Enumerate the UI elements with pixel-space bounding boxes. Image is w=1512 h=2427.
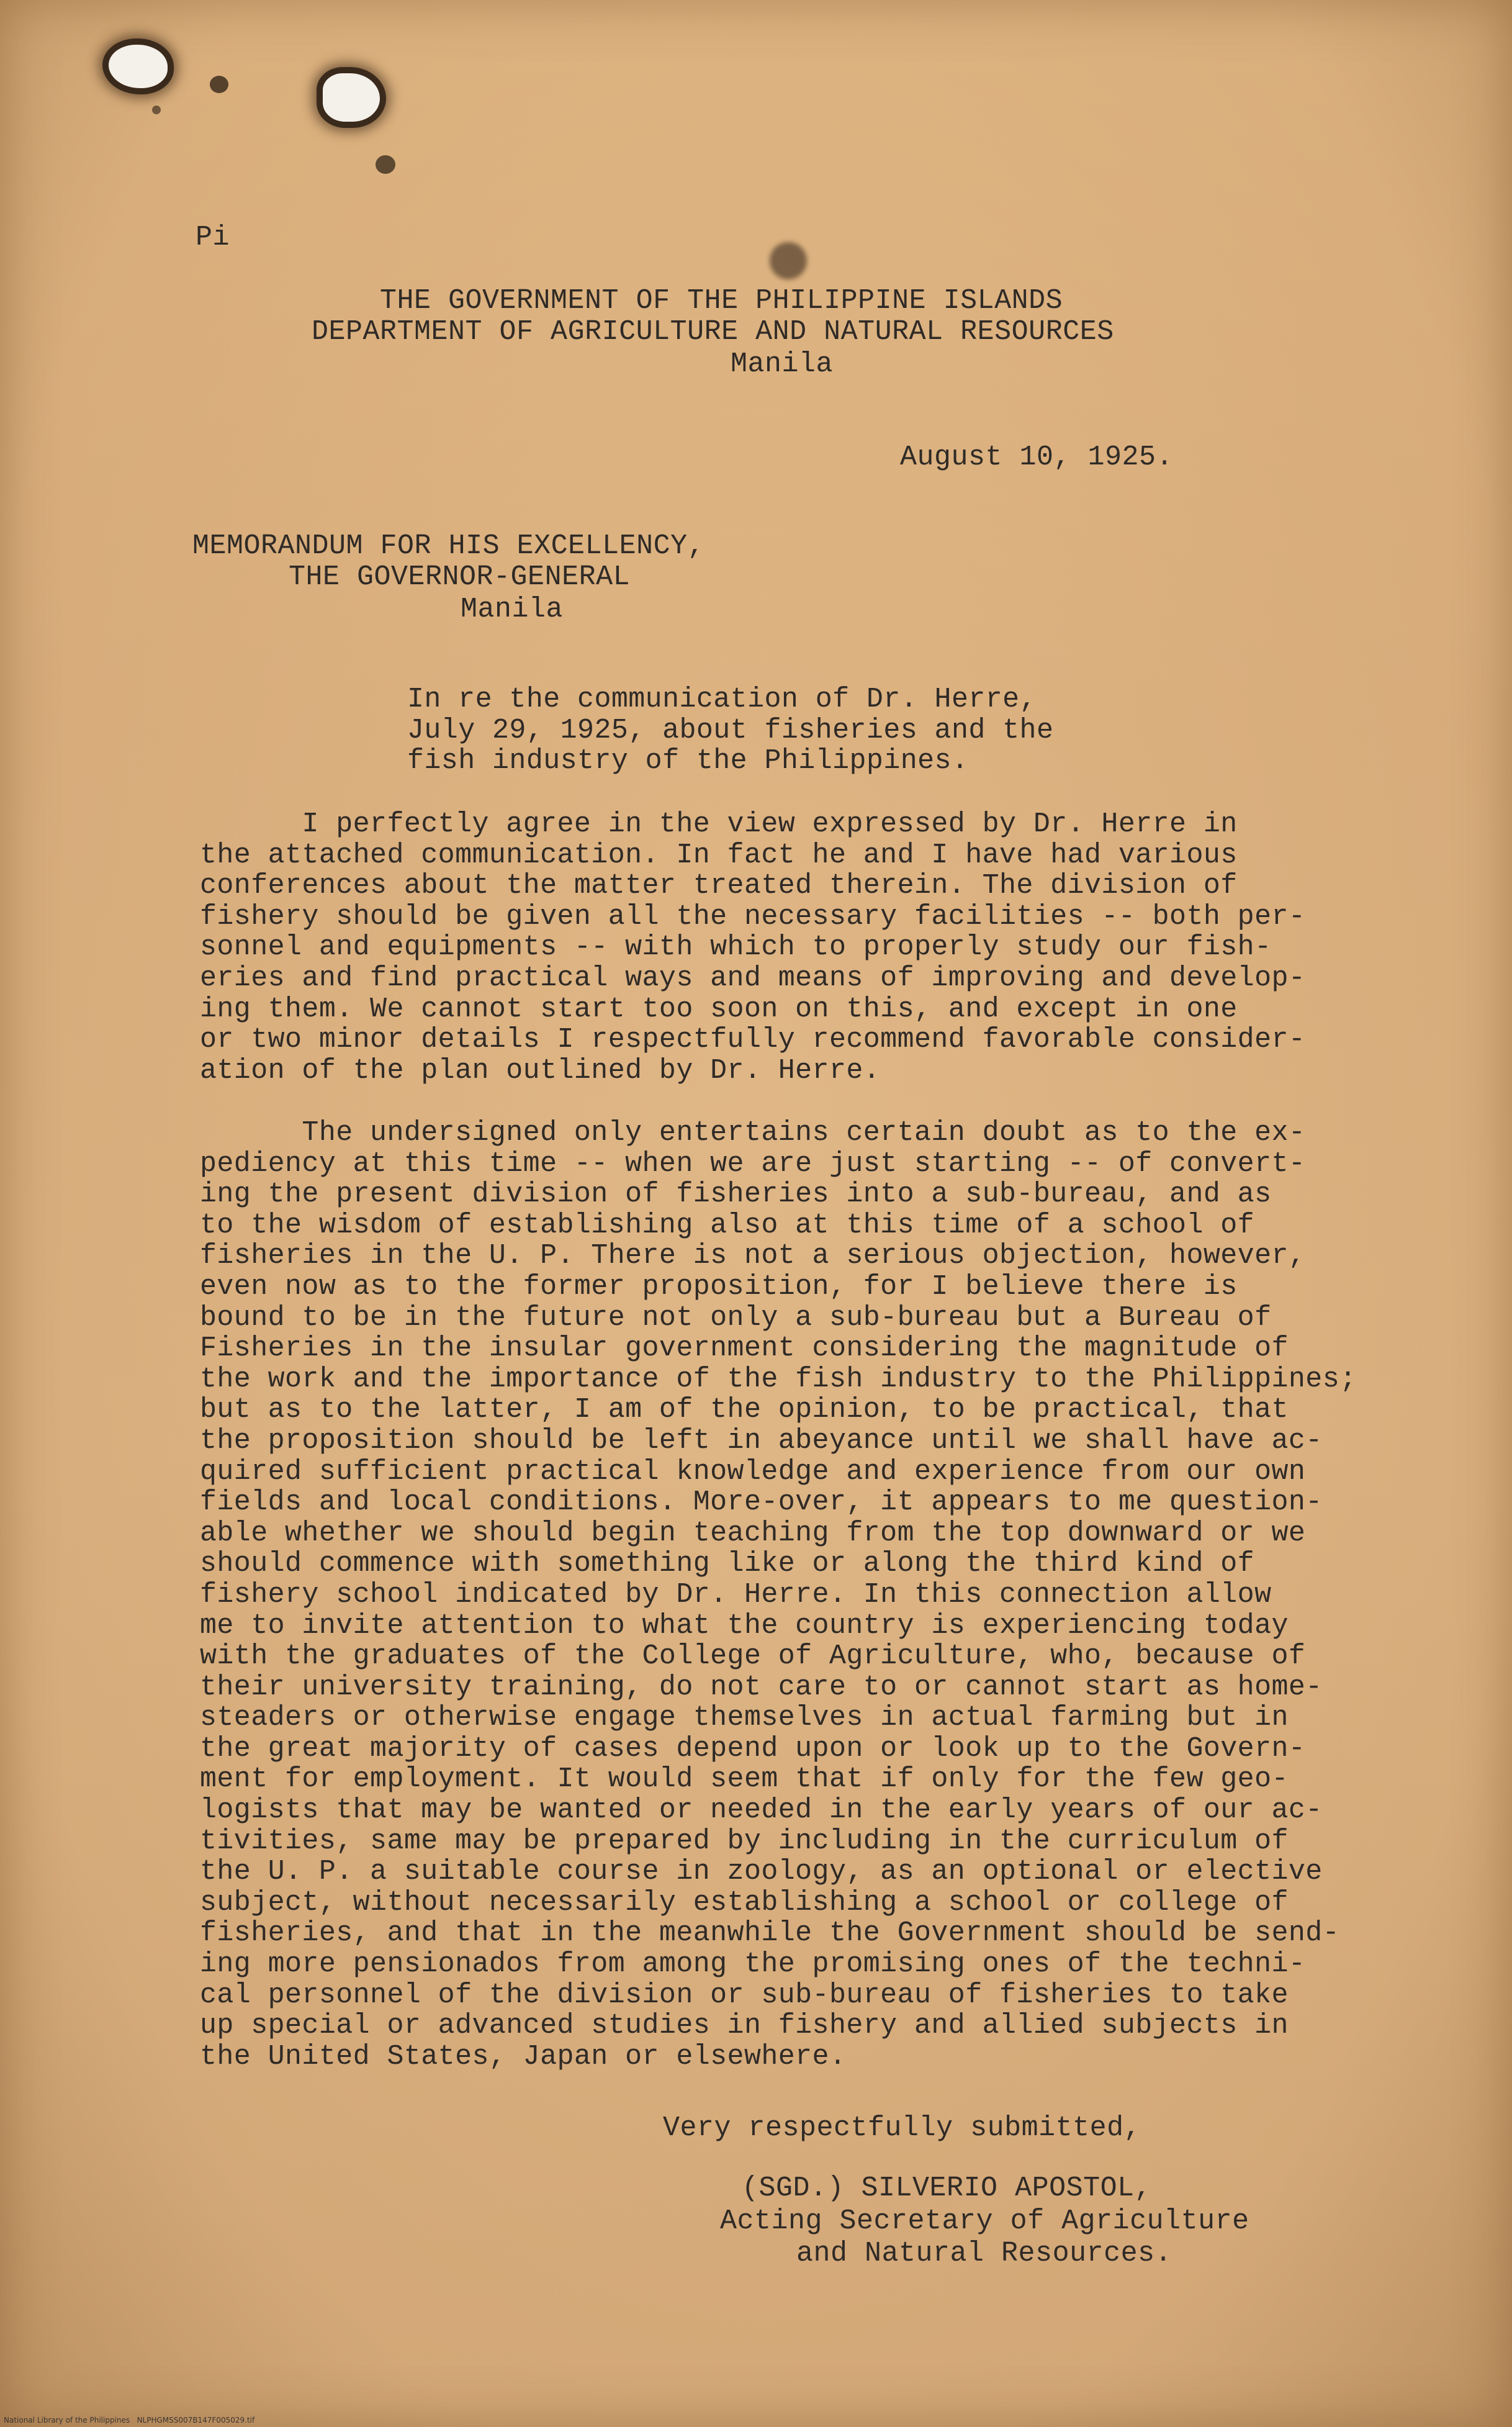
stain-spot — [770, 242, 807, 279]
margin-mark: Pi — [196, 222, 230, 253]
paragraph-line: fishery school indicated by Dr. Herre. In this connection allow — [200, 1578, 1272, 1611]
paragraph-line: cal personnel of the division or sub-bureau of fisheries to take — [200, 1979, 1289, 2011]
body-paragraph-2 — [200, 1118, 1357, 2072]
paragraph-line: logists that may be wanted or needed in the early years of our ac- — [200, 1794, 1323, 1827]
letterhead-line-2: DEPARTMENT OF AGRICULTURE AND NATURAL RESOURCES — [312, 316, 1114, 348]
subject-line: July 29, 1925, about fisheries and the — [407, 714, 1054, 746]
paragraph-line: but as to the latter, I am of the opinion, to be practical, that — [200, 1394, 1289, 1426]
paragraph-line: with the graduates of the College of Agriculture, who, because of — [200, 1640, 1306, 1673]
subject-block — [407, 684, 1053, 777]
paragraph-line: ing them. We cannot start too soon on this, and except in one — [200, 993, 1238, 1025]
paragraph-line: ing more pensionados from among the promising ones of the techni- — [200, 1948, 1306, 1981]
paragraph-line: their university training, do not care to or cannot start as home- — [200, 1671, 1323, 1703]
paragraph-line: the attached communication. In fact he and I have had various — [200, 839, 1238, 871]
stain-spot — [210, 76, 228, 93]
paragraph-line: ation of the plan outlined by Dr. Herre. — [200, 1054, 881, 1087]
letterhead-line-3: Manila — [731, 348, 834, 380]
stain-spot — [376, 155, 395, 174]
paragraph-line: the proposition should be left in abeyance until we shall have ac- — [200, 1424, 1323, 1457]
signature-line-1: (SGD.) SILVERIO APOSTOL, — [742, 2172, 1152, 2204]
subject-line: In re the communication of Dr. Herre, — [407, 684, 1037, 715]
letterhead-line-1: THE GOVERNMENT OF THE PHILIPPINE ISLANDS — [380, 285, 1063, 317]
paragraph-line: I perfectly agree in the view expressed by Dr. Herre in — [200, 808, 1238, 840]
paragraph-line: fishery should be given all the necessary facilities -- both per- — [200, 900, 1306, 933]
paragraph-line: Fisheries in the insular government considering the magnitude of — [200, 1332, 1289, 1365]
paragraph-line: fields and local conditions. More-over, it appears to me question- — [200, 1486, 1323, 1519]
memo-date: August 10, 1925. — [900, 441, 1174, 473]
paragraph-line: tivities, same may be prepared by including in the curriculum of — [200, 1825, 1289, 1857]
paragraph-line: able whether we should begin teaching from the top downward or we — [200, 1517, 1306, 1549]
burn-hole-left — [109, 45, 168, 88]
paragraph-line: me to invite attention to what the country is experiencing today — [200, 1609, 1289, 1642]
scan-source-caption: National Library of the Philippines NLPHGMSS007B147F005029.tif — [4, 2416, 255, 2425]
paragraph-line: pediency at this time -- when we are just starting -- of convert- — [200, 1147, 1306, 1180]
closing-line: Very respectfully submitted, — [663, 2112, 1141, 2144]
addressee-line-2: THE GOVERNOR-GENERAL — [289, 561, 631, 593]
paragraph-line: the U. P. a suitable course in zoology, as an optional or elective — [200, 1856, 1323, 1888]
paragraph-line: eries and find practical ways and means of improving and develop- — [200, 962, 1306, 994]
burn-hole-right — [323, 73, 380, 122]
paragraph-line: conferences about the matter treated therein. The division of — [200, 870, 1238, 902]
paragraph-line: even now as to the former proposition, for I believe there is — [200, 1270, 1238, 1303]
paragraph-line: fisheries, and that in the meanwhile the Government should be send- — [200, 1917, 1340, 1950]
paragraph-line: sonnel and equipments -- with which to properly study our fish- — [200, 931, 1272, 964]
addressee-line-1: MEMORANDUM FOR HIS EXCELLENCY, — [192, 530, 705, 562]
paragraph-line: up special or advanced studies in fishery and allied subjects in — [200, 2010, 1289, 2042]
paragraph-line: quired sufficient practical knowledge and experience from our own — [200, 1455, 1306, 1488]
stain-spot — [152, 106, 161, 114]
paragraph-line: The undersigned only entertains certain doubt as to the ex- — [200, 1117, 1306, 1149]
paragraph-line: fisheries in the U. P. There is not a serious objection, however, — [200, 1240, 1306, 1272]
paragraph-line: or two minor details I respectfully recommend favorable consider- — [200, 1024, 1306, 1056]
paragraph-line: ing the present division of fisheries into a sub-bureau, and as — [200, 1178, 1272, 1211]
addressee-line-3: Manila — [461, 594, 564, 625]
paragraph-line: ment for employment. It would seem that if only for the few geo- — [200, 1763, 1289, 1796]
paragraph-line: subject, without necessarily establishing a school or college of — [200, 1886, 1289, 1919]
body-paragraph-1 — [200, 809, 1305, 1086]
subject-line: fish industry of the Philippines. — [407, 745, 969, 777]
paragraph-line: the United States, Japan or elsewhere. — [200, 2040, 847, 2072]
paragraph-line: to the wisdom of establishing also at this time of a school of — [200, 1209, 1255, 1241]
paragraph-line: should commence with something like or along the third kind of — [200, 1548, 1255, 1580]
paragraph-line: the work and the importance of the fish industry to the Philippines; — [200, 1363, 1357, 1395]
signature-line-2: Acting Secretary of Agriculture — [720, 2205, 1249, 2237]
paragraph-line: bound to be in the future not only a sub-bureau but a Bureau of — [200, 1301, 1272, 1334]
paragraph-line: steaders or otherwise engage themselves in actual farming but in — [200, 1702, 1289, 1734]
paragraph-line: the great majority of cases depend upon or look up to the Govern- — [200, 1732, 1306, 1765]
signature-line-3: and Natural Resources. — [796, 2238, 1172, 2269]
